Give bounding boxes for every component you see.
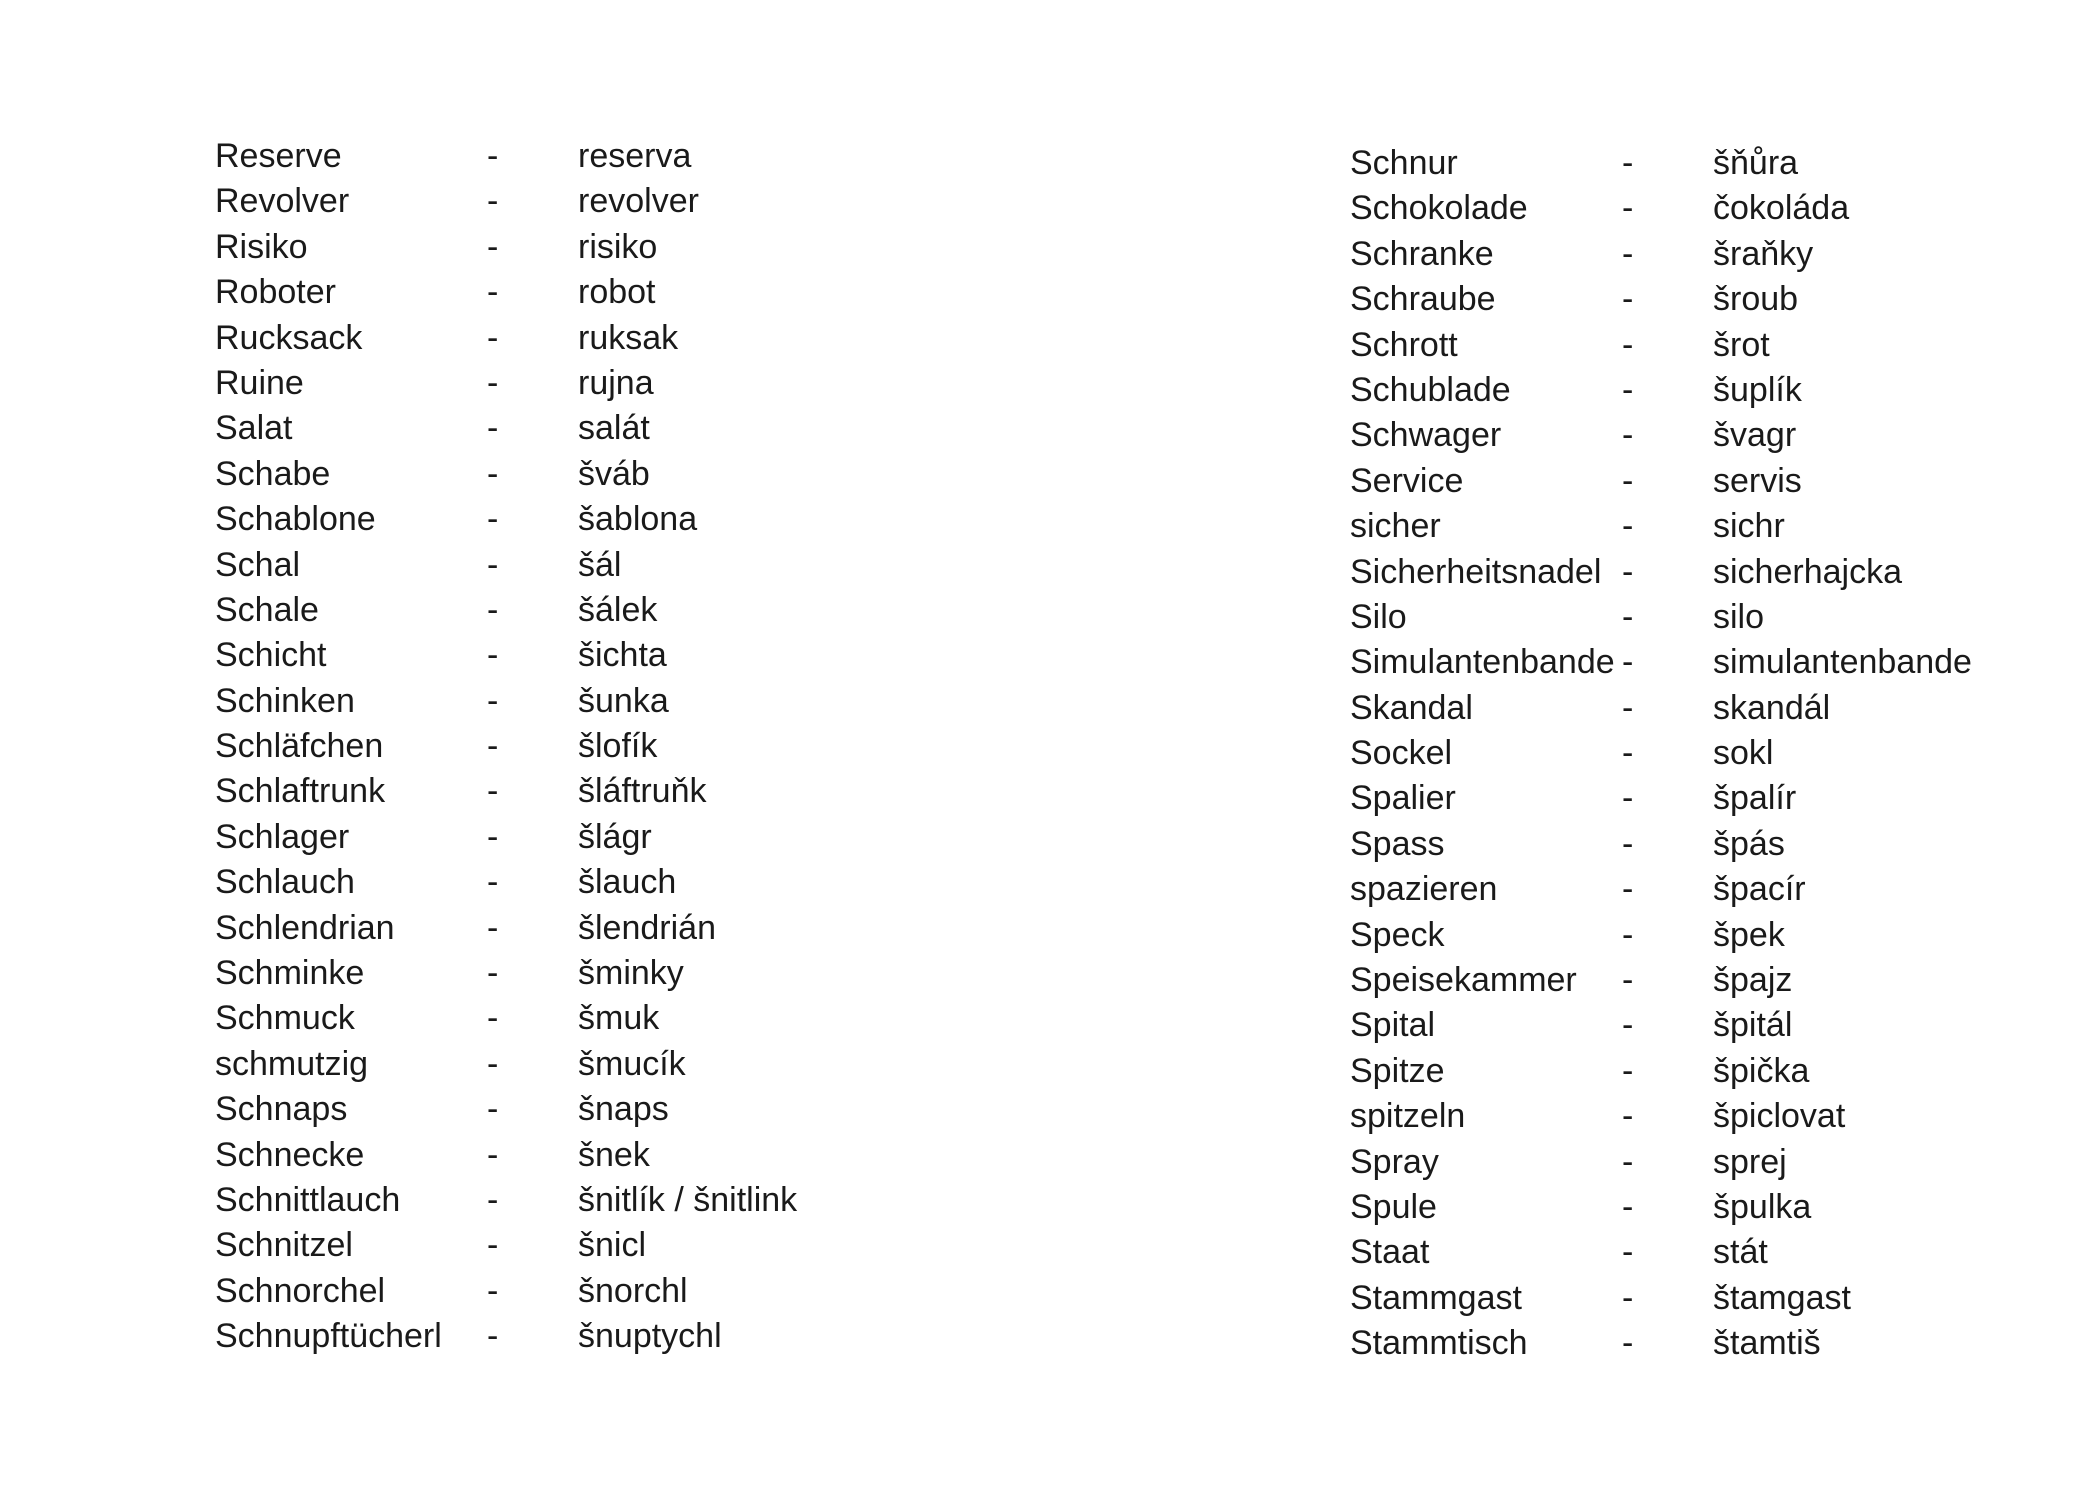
separator-dash: -	[487, 908, 499, 947]
separator-dash: -	[487, 590, 499, 629]
separator-dash: -	[487, 681, 499, 720]
czech-word: šablona	[578, 500, 698, 539]
czech-word: šnaps	[578, 1090, 669, 1129]
czech-word: simulantenbande	[1713, 643, 1972, 682]
german-word: Schminke	[215, 954, 365, 993]
separator-dash: -	[1622, 734, 1634, 773]
czech-word: šňůra	[1713, 144, 1799, 182]
separator-dash: -	[487, 137, 499, 175]
separator-dash: -	[487, 227, 499, 266]
german-word: Stammtisch	[1350, 1324, 1528, 1363]
czech-word: risiko	[578, 227, 658, 266]
german-word: Schläfchen	[215, 727, 384, 766]
german-word: Roboter	[215, 273, 336, 312]
czech-word: špulka	[1713, 1187, 1812, 1226]
czech-word: šnuptychl	[578, 1317, 722, 1356]
czech-word: šichta	[578, 636, 667, 675]
czech-word: sprej	[1713, 1142, 1787, 1181]
czech-word: špalír	[1713, 779, 1797, 818]
separator-dash: -	[1622, 870, 1634, 909]
german-word: Spass	[1350, 824, 1445, 863]
separator-dash: -	[487, 182, 499, 221]
czech-word: šláftruňk	[578, 772, 707, 811]
czech-word: šnek	[578, 1135, 650, 1174]
czech-word: skandál	[1713, 688, 1831, 727]
czech-word: sichr	[1713, 507, 1785, 546]
separator-dash: -	[1622, 688, 1634, 727]
german-word: Silo	[1350, 597, 1407, 636]
german-word: Salat	[215, 409, 293, 448]
separator-dash: -	[1622, 507, 1634, 546]
czech-word: štamtiš	[1713, 1324, 1821, 1363]
czech-word: špička	[1713, 1051, 1810, 1090]
german-word: Risiko	[215, 227, 308, 266]
czech-word: šmucík	[578, 1044, 686, 1083]
german-word: Schnupftücherl	[215, 1317, 442, 1356]
czech-word: šminky	[578, 954, 684, 993]
czech-word: šuplík	[1713, 370, 1802, 409]
german-word: Schlager	[215, 817, 350, 856]
german-word: Speck	[1350, 915, 1445, 954]
separator-dash: -	[1622, 1006, 1634, 1045]
separator-dash: -	[1622, 779, 1634, 818]
czech-word: šál	[578, 545, 622, 584]
german-word: Schublade	[1350, 370, 1511, 409]
separator-dash: -	[1622, 1278, 1634, 1317]
separator-dash: -	[487, 817, 499, 856]
czech-word: rujna	[578, 363, 654, 402]
czech-word: špacír	[1713, 870, 1806, 909]
separator-dash: -	[487, 363, 499, 402]
separator-dash: -	[487, 1044, 499, 1083]
separator-dash: -	[487, 1226, 499, 1265]
separator-dash: -	[1622, 1187, 1634, 1226]
separator-dash: -	[487, 636, 499, 675]
separator-dash: -	[487, 954, 499, 993]
separator-dash: -	[487, 273, 499, 312]
czech-word: šraňky	[1713, 234, 1814, 273]
separator-dash: -	[1622, 1097, 1634, 1136]
separator-dash: -	[1622, 643, 1634, 682]
german-word: Ruine	[215, 363, 304, 402]
german-word: schmutzig	[215, 1044, 369, 1083]
german-word: Schrott	[1350, 325, 1458, 364]
czech-word: šroub	[1713, 280, 1799, 319]
separator-dash: -	[487, 1090, 499, 1129]
separator-dash: -	[1622, 961, 1634, 1000]
german-word: Spital	[1350, 1006, 1436, 1045]
czech-word: špitál	[1713, 1006, 1793, 1045]
czech-word: stát	[1713, 1233, 1768, 1272]
separator-dash: -	[487, 318, 499, 357]
german-word: Sicherheitsnadel	[1350, 552, 1602, 591]
separator-dash: -	[1622, 234, 1634, 273]
separator-dash: -	[487, 409, 499, 448]
czech-word: šlauch	[578, 863, 677, 902]
separator-dash: -	[1622, 1233, 1634, 1272]
czech-word: šnicl	[578, 1226, 647, 1265]
german-word: spitzeln	[1350, 1097, 1466, 1136]
german-word: Schicht	[215, 636, 327, 675]
separator-dash: -	[487, 772, 499, 811]
separator-dash: -	[1622, 370, 1634, 409]
separator-dash: -	[487, 1271, 499, 1310]
separator-dash: -	[1622, 1142, 1634, 1181]
czech-word: reserva	[578, 137, 692, 175]
separator-dash: -	[1622, 1051, 1634, 1090]
czech-word: šnorchl	[578, 1271, 688, 1310]
czech-word: ruksak	[578, 318, 679, 357]
separator-dash: -	[487, 1135, 499, 1174]
german-word: Service	[1350, 461, 1464, 500]
german-word: Schlauch	[215, 863, 355, 902]
german-word: Sockel	[1350, 734, 1453, 773]
czech-word: šálek	[578, 590, 658, 629]
separator-dash: -	[487, 1317, 499, 1356]
separator-dash: -	[1622, 597, 1634, 636]
german-word: Stammgast	[1350, 1278, 1522, 1317]
separator-dash: -	[1622, 144, 1634, 182]
german-word: Schranke	[1350, 234, 1494, 273]
czech-word: salát	[578, 409, 650, 448]
czech-word: silo	[1713, 597, 1765, 636]
separator-dash: -	[1622, 552, 1634, 591]
german-word: Schnitzel	[215, 1226, 353, 1265]
german-word: Schablone	[215, 500, 376, 539]
czech-word: čokoláda	[1713, 189, 1850, 228]
german-word: Schnur	[1350, 144, 1458, 182]
german-word: Revolver	[215, 182, 350, 221]
czech-word: sokl	[1713, 734, 1774, 773]
czech-word: servis	[1713, 461, 1802, 500]
separator-dash: -	[487, 999, 499, 1038]
german-word: Spule	[1350, 1187, 1437, 1226]
czech-word: špás	[1713, 824, 1785, 863]
separator-dash: -	[487, 545, 499, 584]
german-word: Skandal	[1350, 688, 1473, 727]
german-word: Simulantenbande	[1350, 643, 1615, 682]
separator-dash: -	[1622, 824, 1634, 863]
separator-dash: -	[1622, 915, 1634, 954]
german-word: Staat	[1350, 1233, 1430, 1272]
separator-dash: -	[1622, 280, 1634, 319]
german-word: Schnaps	[215, 1090, 348, 1129]
czech-word: špek	[1713, 915, 1785, 954]
czech-word: šrot	[1713, 325, 1770, 364]
czech-word: šnitlík / šnitlink	[578, 1180, 798, 1219]
german-word: Schlendrian	[215, 908, 395, 947]
german-word: Schraube	[1350, 280, 1496, 319]
german-word: Spitze	[1350, 1051, 1445, 1090]
czech-word: špajz	[1713, 961, 1793, 1000]
czech-word: šváb	[578, 454, 650, 493]
czech-word: špiclovat	[1713, 1097, 1846, 1136]
german-word: Spalier	[1350, 779, 1456, 818]
czech-word: sicherhajcka	[1713, 552, 1902, 591]
separator-dash: -	[1622, 1324, 1634, 1363]
german-word: Schabe	[215, 454, 331, 493]
separator-dash: -	[487, 1180, 499, 1219]
german-word: Schinken	[215, 681, 355, 720]
separator-dash: -	[1622, 189, 1634, 228]
german-word: Reserve	[215, 137, 342, 175]
german-word: Schnecke	[215, 1135, 365, 1174]
czech-word: robot	[578, 273, 656, 312]
german-word: Schale	[215, 590, 319, 629]
german-word: spazieren	[1350, 870, 1498, 909]
german-word: Schwager	[1350, 416, 1502, 455]
german-word: Schnittlauch	[215, 1180, 401, 1219]
german-word: Schal	[215, 545, 301, 584]
czech-word: revolver	[578, 182, 699, 221]
german-word: Rucksack	[215, 318, 363, 357]
german-word: Schmuck	[215, 999, 355, 1038]
german-word: sicher	[1350, 507, 1441, 546]
separator-dash: -	[487, 727, 499, 766]
separator-dash: -	[1622, 325, 1634, 364]
german-word: Spray	[1350, 1142, 1439, 1181]
czech-word: švagr	[1713, 416, 1797, 455]
czech-word: šunka	[578, 681, 669, 720]
german-word: Schlaftrunk	[215, 772, 386, 811]
separator-dash: -	[487, 454, 499, 493]
czech-word: šlendrián	[578, 908, 716, 947]
separator-dash: -	[487, 863, 499, 902]
czech-word: šmuk	[578, 999, 660, 1038]
separator-dash: -	[1622, 461, 1634, 500]
czech-word: šlofík	[578, 727, 658, 766]
czech-word: štamgast	[1713, 1278, 1851, 1317]
german-word: Schnorchel	[215, 1271, 386, 1310]
german-word: Speisekammer	[1350, 961, 1577, 1000]
czech-word: šlágr	[578, 817, 652, 856]
separator-dash: -	[487, 500, 499, 539]
german-word: Schokolade	[1350, 189, 1528, 228]
separator-dash: -	[1622, 416, 1634, 455]
